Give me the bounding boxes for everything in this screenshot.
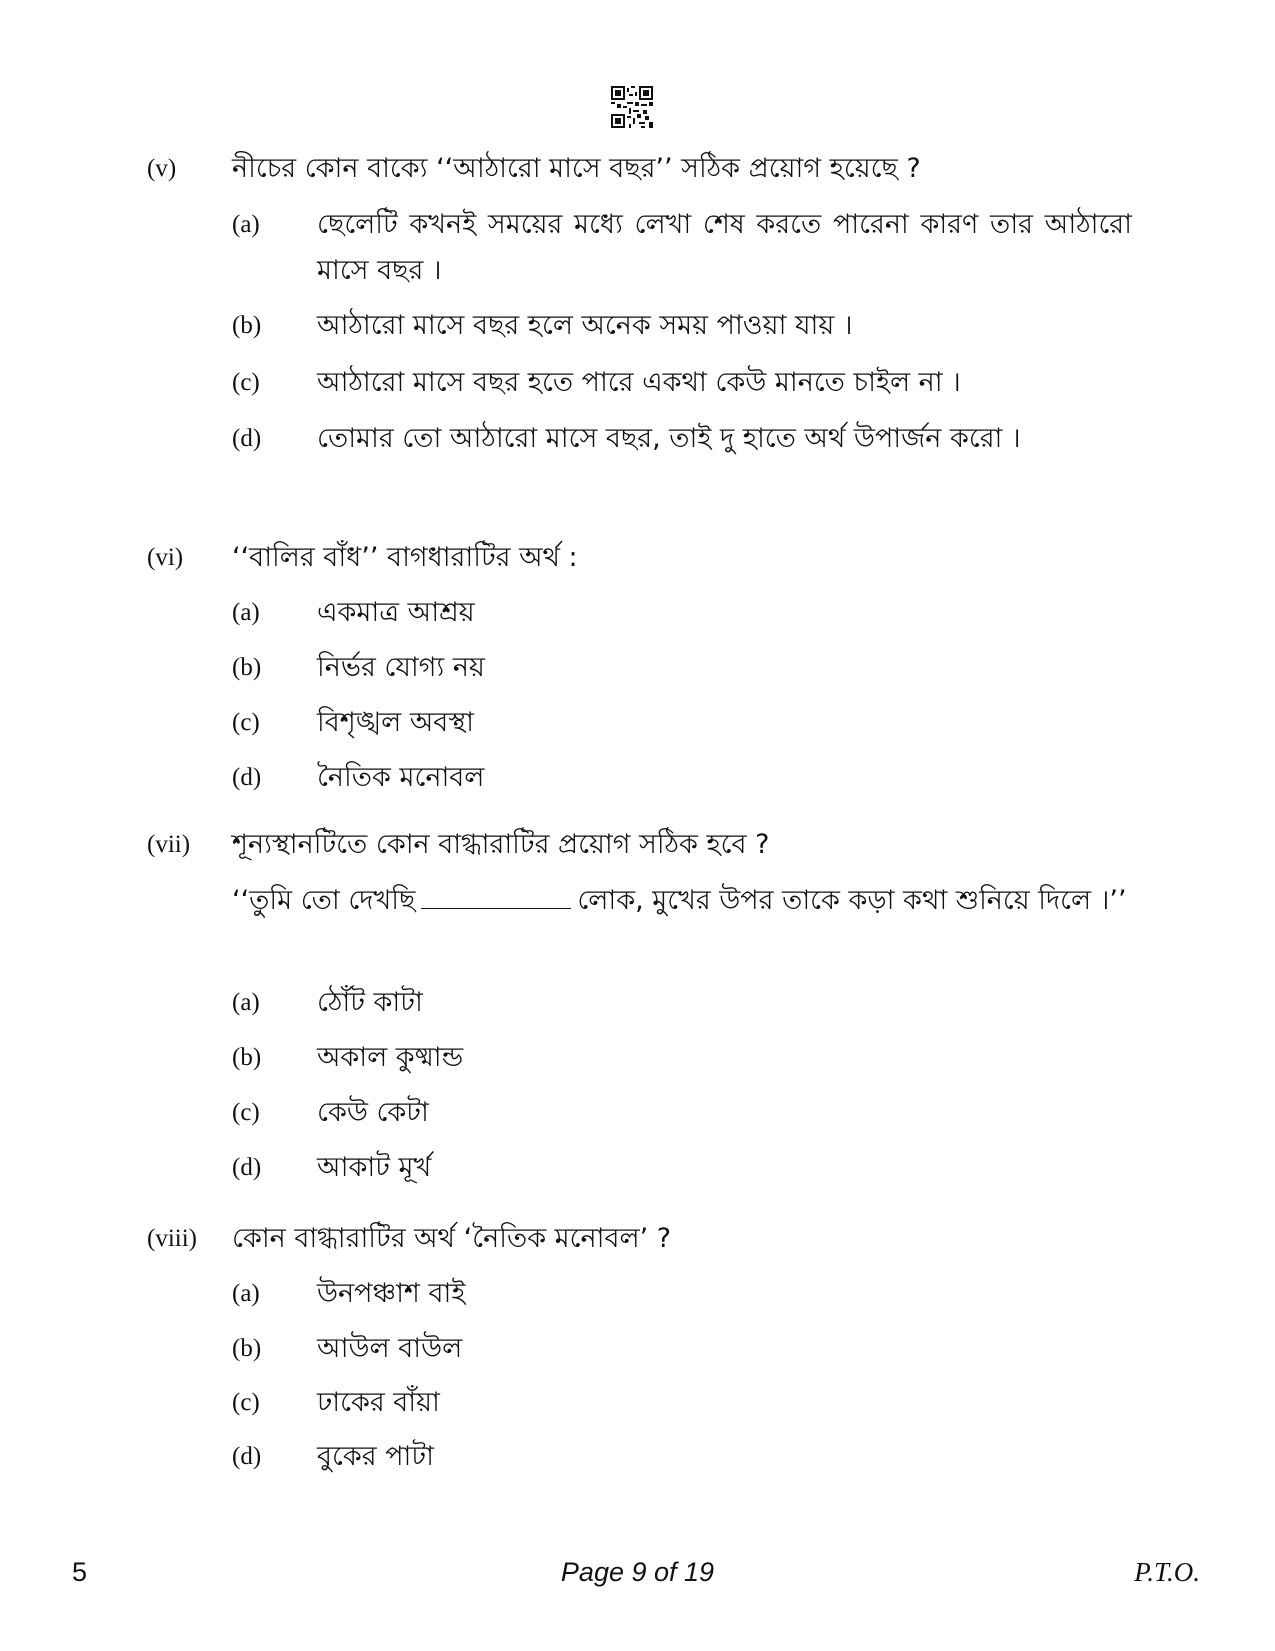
blank-line: [421, 884, 571, 909]
option-label: (d): [232, 764, 262, 791]
option-label: (b): [232, 654, 262, 681]
option-text: কেউ কেটা: [317, 1097, 429, 1128]
option-text: তোমার তো আঠারো মাসে বছর, তাই দু হাতে অর্থ উপার্জন করো ।: [317, 423, 1021, 454]
option-text: আউল বাউল: [317, 1333, 463, 1364]
option-text: ঠোঁট কাটা: [317, 987, 423, 1018]
option-label: (c): [232, 369, 260, 396]
option-text: উনপঞ্চাশ বাই: [317, 1278, 466, 1309]
question-number: (v): [147, 155, 177, 182]
option-text: নৈতিক মনোবল: [317, 762, 485, 793]
sentence-after-blank: লোক, মুখের উপর তাকে কড়া কথা শুনিয়ে দিলে ।’’: [577, 885, 1127, 916]
option-label: (b): [232, 1335, 262, 1362]
option-label: (b): [232, 1044, 262, 1071]
page-number: Page 9 of 19: [560, 1557, 715, 1587]
question-number: (vii): [147, 831, 191, 858]
option-label: (c): [232, 1389, 260, 1416]
please-turn-over: P.T.O.: [1134, 1557, 1200, 1587]
option-label: (d): [232, 1154, 262, 1181]
question-number: (vi): [147, 544, 184, 571]
option-label: (d): [232, 425, 262, 452]
option-text: অকাল কুষ্মান্ড: [317, 1042, 464, 1073]
option-text: আঠারো মাসে বছর হতে পারে একথা কেউ মানতে চাইল না ।: [317, 367, 961, 398]
option-label: (a): [232, 1280, 260, 1307]
option-label: (b): [232, 312, 262, 339]
option-label: (c): [232, 1099, 260, 1126]
option-label: (a): [232, 599, 260, 626]
option-text: আকাট মূর্খ: [317, 1152, 432, 1183]
option-label: (a): [232, 989, 260, 1016]
option-text: একমাত্র আশ্রয়: [317, 597, 475, 628]
option-text: আঠারো মাসে বছর হলে অনেক সময় পাওয়া যায় ।: [317, 310, 853, 341]
page-code: 5: [72, 1557, 88, 1587]
option-label: (a): [232, 211, 260, 238]
option-label: (d): [232, 1443, 262, 1470]
qr-code-icon: [611, 86, 653, 128]
option-text: ঢাকের বাঁয়া: [317, 1387, 440, 1418]
option-text: নির্ভর যোগ্য নয়: [317, 652, 485, 683]
question-text: কোন বাগ্ধারাটির অর্থ ‘নৈতিক মনোবল’ ?: [232, 1223, 672, 1254]
question-text: নীচের কোন বাক্যে ‘‘আঠারো মাসে বছর’’ সঠিক প্রয়োগ হয়েছে ?: [232, 153, 921, 184]
question-number: (viii): [147, 1225, 197, 1252]
option-text: বুকের পাটা: [317, 1441, 434, 1472]
option-text: বিশৃঙ্খল অবস্থা: [317, 707, 474, 738]
option-text: ছেলেটি কখনই সময়ের মধ্যে লেখা শেষ করতে পারেনা কারণ তার আঠারো মাসে বছর ।: [317, 209, 1132, 286]
fill-in-sentence: [232, 878, 1132, 924]
sentence-before-blank: ‘‘তুমি তো দেখছি: [232, 885, 416, 916]
question-text: ‘‘বালির বাঁধ’’ বাগধারাটির অর্থ :: [232, 542, 578, 573]
option-label: (c): [232, 709, 260, 736]
question-text: শূন্যস্থানটিতে কোন বাগ্ধারাটির প্রয়োগ সঠিক হবে ?: [232, 829, 770, 860]
